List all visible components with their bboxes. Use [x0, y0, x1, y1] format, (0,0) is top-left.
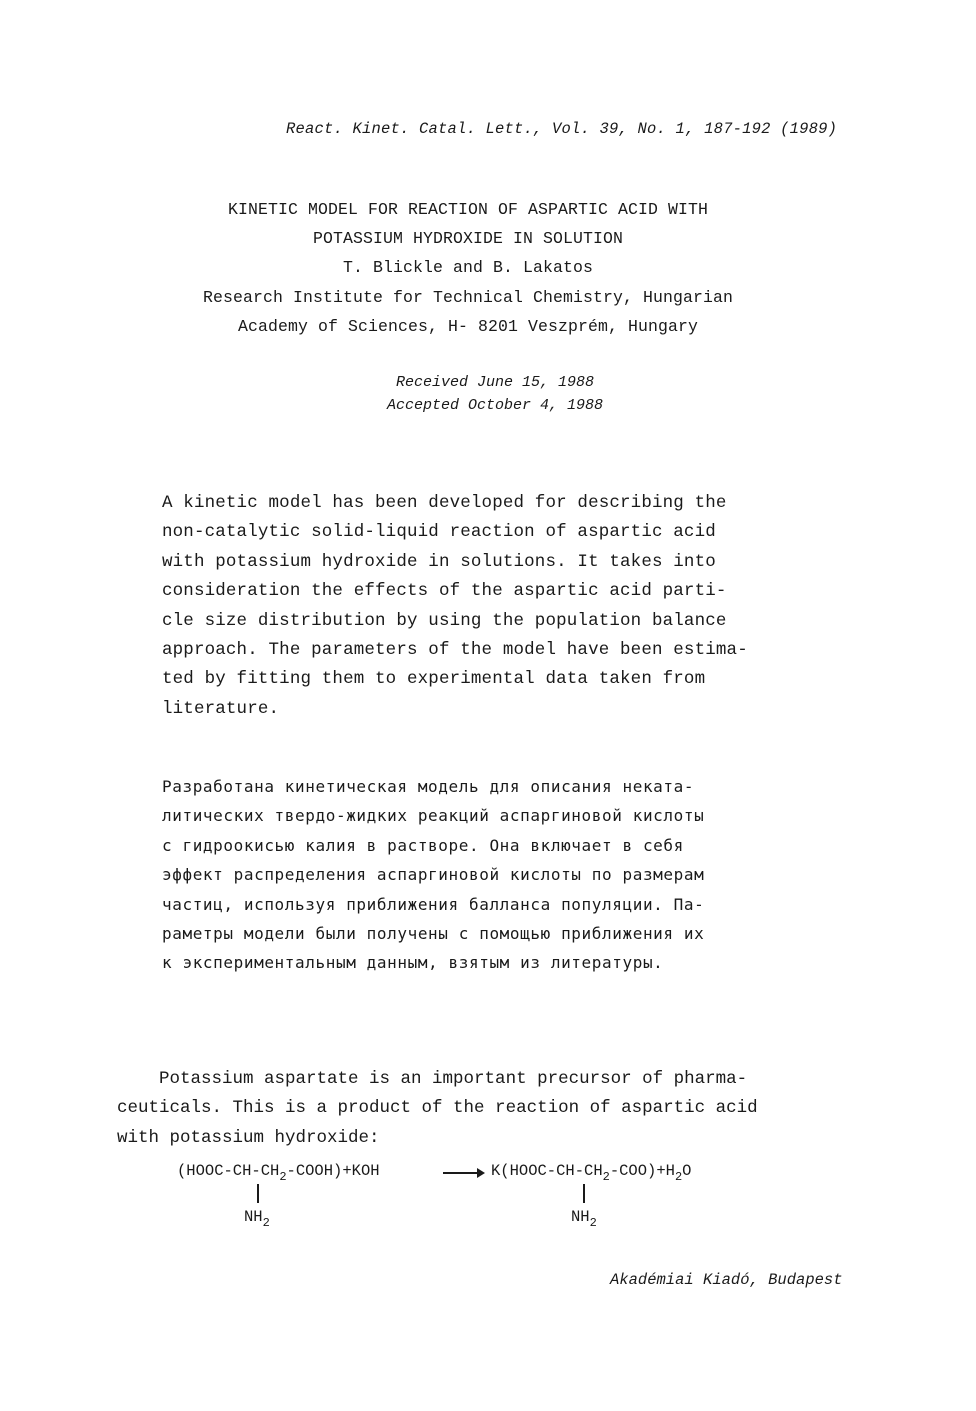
title-line-1: KINETIC MODEL FOR REACTION OF ASPARTIC ACID WITH [227, 200, 709, 219]
abstract-en-line: A kinetic model has been developed for describing the [162, 493, 727, 513]
abstract-en-line: ted by fitting them to experimental data taken from [162, 669, 706, 690]
abstract-ru-line: Разработана кинетическая модель для описания неката- [162, 777, 695, 796]
accepted-date: Accepted October 4, 1988 [386, 397, 604, 414]
abstract-ru-line: частиц, используя приближения балланса популяции. Па- [162, 894, 705, 914]
abstract-ru-line: к экспериментальным данным, взятым из литературы. [162, 953, 664, 973]
body-line: with potassium hydroxide: [117, 1127, 380, 1148]
journal-reference: React. Kinet. Catal. Lett., Vol. 39, No. 1, 187-192 (1989) [286, 120, 838, 138]
body-line: ceuticals. This is a product of the reaction of aspartic acid [117, 1098, 758, 1119]
abstract-en-line: cle size distribution by using the population balance [162, 610, 727, 631]
equation-lhs: $(HOOC-CH-CH_2-COOH)+KOH$ [177, 1162, 380, 1184]
publisher-footer: Akadémiai Kiadó, Budapest [610, 1271, 843, 1289]
abstract-en-line: with potassium hydroxide in solutions. It takes into [162, 551, 716, 572]
abstract-en-line: consideration the effects of the aspartic acid parti- [162, 581, 727, 602]
abstract-russian [162, 772, 704, 978]
amino-group: $NH_2$ [244, 1208, 270, 1230]
abstract-ru-line: литических твердо-жидких реакций аспаргиновой кислоты [162, 806, 705, 826]
amino-group: $NH_2$ [571, 1208, 597, 1230]
reaction-equation [177, 1162, 797, 1242]
abstract-ru-line: раметры модели были получены с помощью приближения их [162, 923, 705, 943]
abstract-en-line: non-catalytic solid-liquid reaction of aspartic acid [162, 522, 716, 543]
title-line-2: POTASSIUM HYDROXIDE IN SOLUTION [312, 229, 624, 248]
abstract-english [162, 489, 748, 724]
received-date: Received June 15, 1988 [395, 374, 595, 391]
body-paragraph [117, 1065, 758, 1153]
abstract-en-line: literature. [162, 698, 280, 719]
abstract-ru-line: с гидроокисью калия в растворе. Она включает в себя [162, 835, 684, 855]
reaction-arrow-icon [443, 1172, 483, 1174]
bond-line [257, 1184, 259, 1203]
abstract-ru-line: эффект распределения аспаргиновой кислоты по размерам [162, 865, 705, 885]
abstract-en-line: approach. The parameters of the model have been estima- [162, 639, 748, 660]
affiliation-line-2: Academy of Sciences, H- 8201 Veszprém, Hungary [237, 317, 699, 336]
authors: T. Blickle and B. Lakatos [342, 258, 594, 277]
equation-rhs: $K(HOOC-CH-CH_2-COO)+H_2O$ [491, 1162, 692, 1184]
affiliation-line-1: Research Institute for Technical Chemistry, Hungarian [202, 288, 734, 307]
bond-line [583, 1184, 585, 1203]
body-line: Potassium aspartate is an important precursor of pharma- [117, 1069, 748, 1089]
